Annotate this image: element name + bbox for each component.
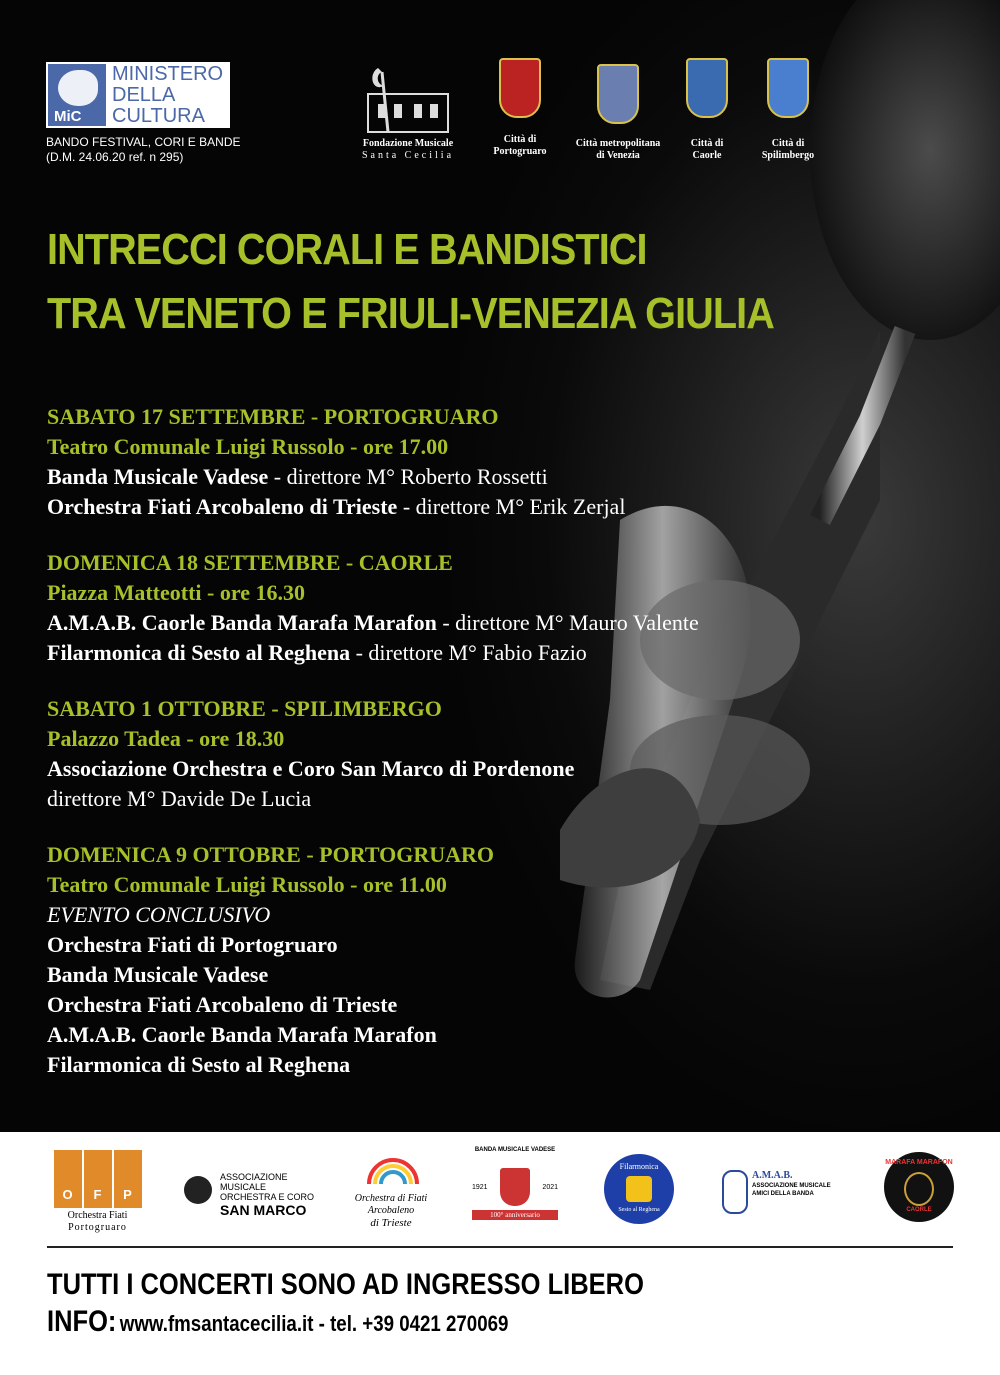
event-item	[47, 694, 847, 814]
sponsor-spilimbergo	[748, 58, 828, 162]
info-line	[47, 1305, 508, 1339]
arcobaleno-logo	[346, 1144, 436, 1230]
rainbow-note-icon	[361, 1144, 421, 1188]
info-contact: www.fmsantacecilia.it - tel. +39 0421 270069	[119, 1311, 509, 1336]
amab-line3: AMICI DELLA BANDA	[752, 1191, 814, 1197]
san-marco-logo	[180, 1172, 320, 1218]
free-entry-notice: TUTTI I CONCERTI SONO AD INGRESSO LIBERO	[47, 1268, 644, 1301]
event-note: EVENTO CONCLUSIVO	[47, 902, 271, 927]
arcobaleno-line1: Orchestra di Fiati	[354, 1193, 428, 1204]
director-text: - direttore M° Fabio Fazio	[350, 640, 587, 665]
performer-line	[47, 462, 847, 492]
performer-name: Banda Musicale Vadese	[47, 962, 269, 987]
arcobaleno-line3: di Trieste	[370, 1217, 412, 1229]
mic-logo-mark	[48, 64, 106, 126]
performer-name: A.M.A.B. Caorle Banda Marafa Marafon	[47, 1022, 437, 1047]
sanmarco-line1: ASSOCIAZIONE MUSICALE	[220, 1172, 288, 1192]
marafa-bottom: CAORLE	[906, 1207, 932, 1213]
sponsor-line2: Santa Cecilia	[361, 150, 455, 161]
sponsor-venezia	[566, 64, 670, 162]
marafa-top: MARAFA MARAFON	[885, 1159, 953, 1166]
sponsor-line2: Spilimbergo	[761, 150, 815, 161]
performer-name: Filarmonica di Sesto al Reghena	[47, 1052, 351, 1077]
event-venue: Teatro Comunale Luigi Russolo - ore 11.00	[47, 872, 447, 897]
performer-line	[47, 754, 847, 784]
performer-name: Orchestra Fiati di Portogruaro	[47, 932, 338, 957]
vadese-logo	[472, 1146, 558, 1220]
lyre-icon	[626, 1176, 652, 1202]
ofp-line2: Portogruaro	[68, 1222, 127, 1233]
sponsor-caorle	[676, 58, 738, 162]
event-item	[47, 840, 847, 1080]
venezia-crest-icon	[597, 64, 639, 124]
event-date: DOMENICA 9 OTTOBRE - PORTOGRUARO	[47, 842, 495, 867]
violin-building-icon	[358, 64, 458, 134]
event-date: SABATO 1 OTTOBRE - SPILIMBERGO	[47, 696, 442, 721]
arcobaleno-line2: Arcobaleno	[367, 1205, 415, 1216]
title-line2: TRA VENETO E FRIULI-VENEZIA GIULIA	[47, 289, 774, 338]
performer-name: Associazione Orchestra e Coro San Marco di Pordenone	[47, 756, 575, 781]
vadese-year: 2021	[542, 1183, 558, 1191]
event-date: DOMENICA 18 SETTEMBRE - CAORLE	[47, 550, 453, 575]
performer-name: Banda Musicale Vadese	[47, 464, 269, 489]
amab-line1: A.M.A.B.	[752, 1170, 793, 1181]
performer-name: Orchestra Fiati Arcobaleno di Trieste	[47, 992, 398, 1017]
caorle-crest-icon	[686, 58, 728, 118]
performer-name: A.M.A.B. Caorle Banda Marafa Marafon	[47, 610, 437, 635]
director-text: - direttore M° Roberto Rossetti	[268, 464, 548, 489]
ministero-name	[112, 64, 223, 127]
mic-abbr: MiC	[54, 108, 82, 125]
vadese-ribbon: 100° anniversario	[472, 1210, 558, 1220]
director-text: - direttore M° Mauro Valente	[436, 610, 699, 635]
director-text: - direttore M° Erik Zerjal	[397, 494, 626, 519]
sponsor-line2: di Venezia	[596, 150, 640, 161]
spilimbergo-crest-icon	[767, 58, 809, 118]
performer-name: Filarmonica di Sesto al Reghena	[47, 640, 351, 665]
sanmarco-line2: ORCHESTRA E CORO	[220, 1192, 315, 1202]
ministero-cultura-logo	[46, 62, 230, 128]
event-item	[47, 402, 847, 522]
face-icon	[58, 70, 98, 106]
event-venue: Palazzo Tadea - ore 18.30	[47, 726, 285, 751]
bando-line2: (D.M. 24.06.20 ref. n 295)	[46, 150, 184, 164]
sponsor-line1: Città di	[771, 138, 805, 149]
vadese-year: 1921	[472, 1183, 488, 1191]
ministero-line3: CULTURA	[112, 105, 205, 127]
amab-logo	[722, 1170, 842, 1198]
bando-caption	[46, 135, 240, 165]
filarmonica-bottom: Sesto al Reghena	[618, 1207, 660, 1213]
tuba-icon	[722, 1170, 748, 1214]
performer-name: Orchestra Fiati Arcobaleno di Trieste	[47, 494, 398, 519]
horn-icon	[904, 1172, 934, 1206]
director-text: direttore M° Davide De Lucia	[47, 786, 312, 811]
ofp-line1: Orchestra Fiati	[67, 1210, 128, 1221]
sponsor-portogruaro	[488, 58, 552, 158]
event-item	[47, 548, 847, 668]
ofp-letter: F	[84, 1150, 112, 1208]
filarmonica-logo	[604, 1154, 674, 1224]
performer-line	[47, 492, 847, 522]
sanmarco-line3: SAN MARCO	[220, 1202, 307, 1218]
title-line1: INTRECCI CORALI E BANDISTICI	[47, 225, 647, 274]
marafa-marafon-logo	[884, 1152, 954, 1222]
event-date: SABATO 17 SETTEMBRE - PORTOGRUARO	[47, 404, 499, 429]
ofp-letter: P	[114, 1150, 142, 1208]
event-venue: Teatro Comunale Luigi Russolo - ore 17.00	[47, 434, 449, 459]
ofp-letter: O	[54, 1150, 82, 1208]
vadese-top: BANDA MUSICALE VADESE	[474, 1147, 556, 1153]
sponsor-line2: Caorle	[692, 150, 722, 161]
sponsor-line2: Portogruaro	[493, 146, 547, 157]
ministero-line1: MINISTERO	[112, 63, 224, 85]
info-label: INFO:	[47, 1305, 117, 1338]
sponsor-line1: Città di	[503, 134, 537, 145]
sponsor-fondazione	[350, 64, 466, 162]
lion-icon	[184, 1176, 212, 1204]
bando-line1: BANDO FESTIVAL, CORI E BANDE	[46, 135, 241, 149]
vadese-crest-icon	[500, 1168, 530, 1206]
performer-line	[47, 608, 847, 638]
amab-line2: ASSOCIAZIONE MUSICALE	[752, 1183, 831, 1189]
portogruaro-crest-icon	[499, 58, 541, 118]
divider	[47, 1246, 953, 1248]
performer-line	[47, 638, 847, 668]
event-list	[47, 402, 847, 1106]
sponsor-line1: Fondazione Musicale	[362, 138, 454, 149]
ofp-logo	[50, 1150, 145, 1234]
filarmonica-top: Filarmonica	[619, 1162, 659, 1171]
poster-title	[47, 218, 774, 346]
sponsor-line1: Città di	[690, 138, 724, 149]
sponsor-line1: Città metropolitana	[575, 138, 661, 149]
event-venue: Piazza Matteotti - ore 16.30	[47, 580, 305, 605]
ministero-line2: DELLA	[112, 84, 176, 106]
footer-section	[0, 1132, 1000, 1375]
